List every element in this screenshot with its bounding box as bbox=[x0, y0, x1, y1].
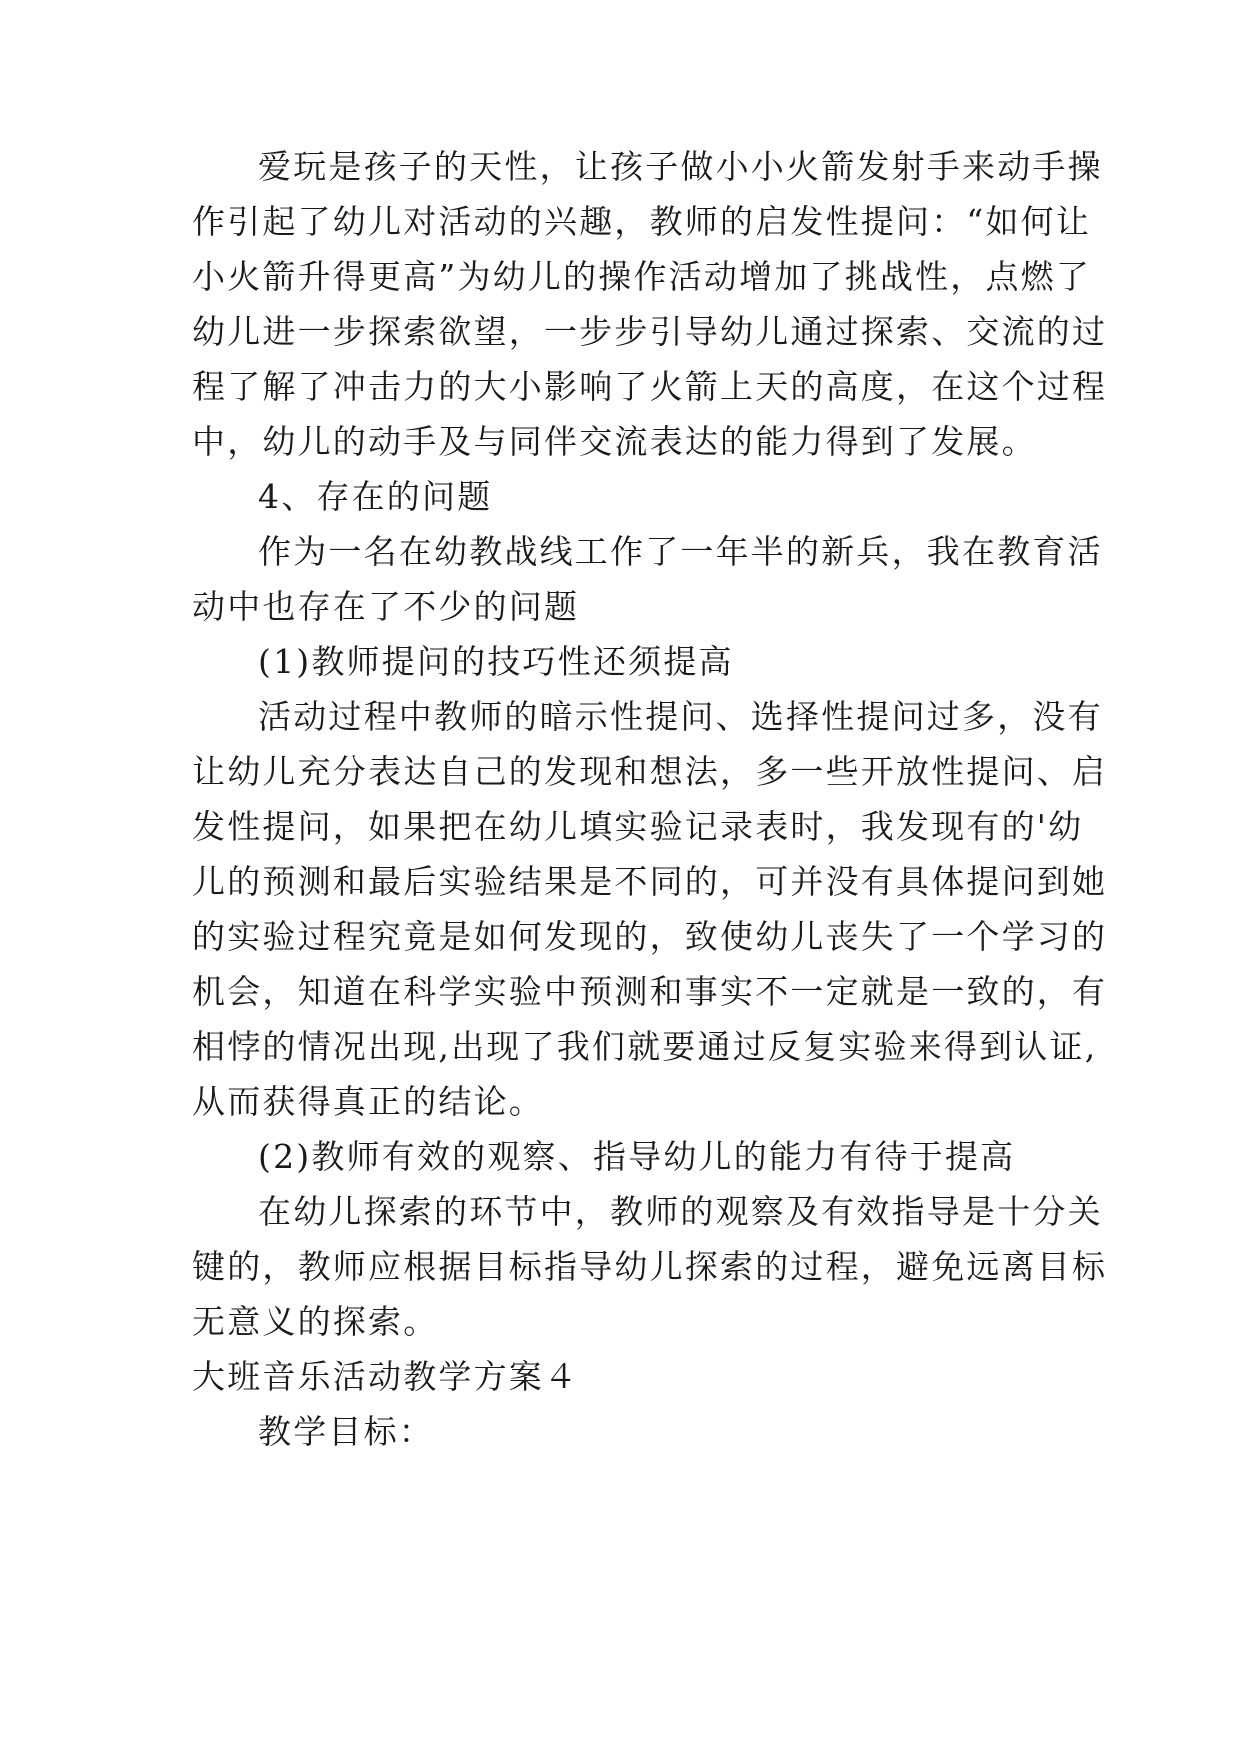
paragraph-4-line-3: 无意义的探索。 bbox=[192, 1302, 439, 1341]
paragraph-3-line-6: 机会，知道在科学实验中预测和事实不一定就是一致的，有 bbox=[192, 972, 1108, 1011]
paragraph-3-line-1: 活动过程中教师的暗示性提问、选择性提问过多，没有 bbox=[258, 697, 1103, 736]
paragraph-1-line-6: 中，幼儿的动手及与同伴交流表达的能力得到了发展。 bbox=[192, 422, 1037, 461]
paragraph-3-line-5: 的实验过程究竟是如何发现的，致使幼儿丧失了一个学习的 bbox=[192, 917, 1108, 956]
paragraph-3-line-4: 儿的预测和最后实验结果是不同的，可并没有具体提问到她 bbox=[192, 862, 1108, 901]
paragraph-3-line-3: 发性提问，如果把在幼儿填实验记录表时，我发现有的'幼 bbox=[192, 807, 1084, 846]
paragraph-3-line-2: 让幼儿充分表达自己的发现和想法，多一些开放性提问、启 bbox=[192, 752, 1108, 791]
paragraph-1-line-5: 程了解了冲击力的大小影响了火箭上天的高度，在这个过程 bbox=[192, 367, 1108, 406]
teaching-goals-label: 教学目标： bbox=[258, 1412, 434, 1451]
paragraph-3-line-8: 从而获得真正的结论。 bbox=[192, 1082, 544, 1121]
paragraph-3-line-7: 相悖的情况出现,出现了我们就要通过反复实验来得到认证, bbox=[192, 1027, 1098, 1066]
paragraph-4-line-2: 键的，教师应根据目标指导幼儿探索的过程，避免远离目标 bbox=[192, 1247, 1108, 1286]
paragraph-1-line-3: 小火箭升得更高”为幼儿的操作活动增加了挑战性，点燃了 bbox=[192, 257, 1092, 296]
paragraph-1-line-2: 作引起了幼儿对活动的兴趣，教师的启发性提问：“如何让 bbox=[192, 202, 1092, 241]
paragraph-2-line-2: 动中也存在了不少的问题 bbox=[192, 587, 580, 626]
next-section-title: 大班音乐活动教学方案４ bbox=[192, 1357, 580, 1396]
subheading-1: (1)教师提问的技巧性还须提高 bbox=[258, 642, 734, 681]
paragraph-4-line-1: 在幼儿探索的环节中，教师的观察及有效指导是十分关 bbox=[258, 1192, 1103, 1231]
subheading-2: (2)教师有效的观察、指导幼儿的能力有待于提高 bbox=[258, 1137, 1016, 1176]
paragraph-2-line-1: 作为一名在幼教战线工作了一年半的新兵，我在教育活 bbox=[258, 532, 1103, 571]
paragraph-1-line-4: 幼儿进一步探索欲望，一步步引导幼儿通过探索、交流的过 bbox=[192, 312, 1108, 351]
paragraph-1-line-1: 爱玩是孩子的天性，让孩子做小小火箭发射手来动手操 bbox=[258, 147, 1103, 186]
section-heading: 4、存在的问题 bbox=[258, 477, 493, 516]
